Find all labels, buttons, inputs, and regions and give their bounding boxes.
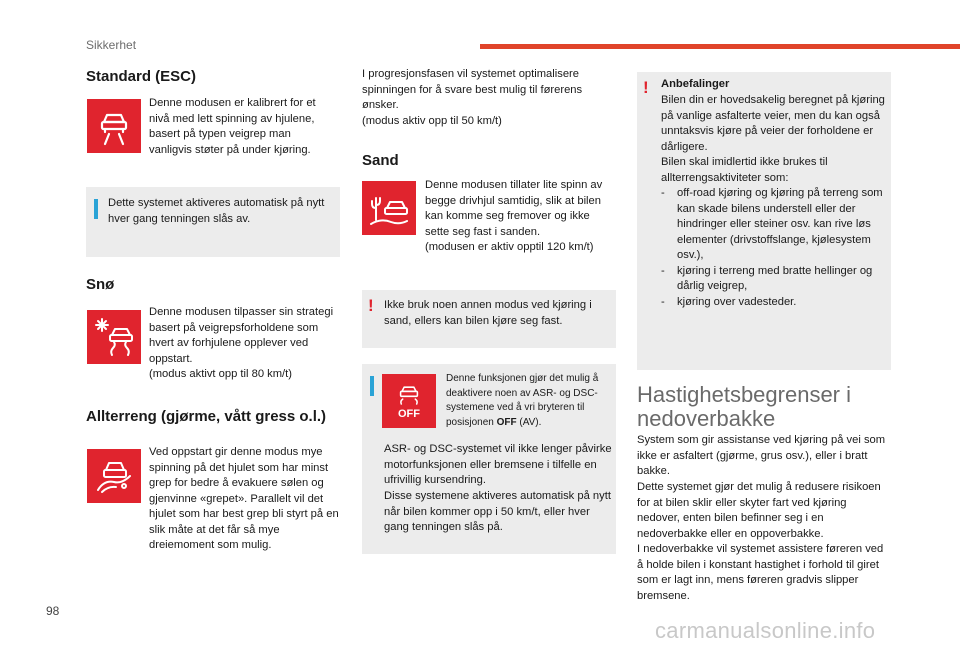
allterrain-title: Allterreng (gjørme, vått gress o.l.)	[86, 408, 327, 425]
info-icon	[370, 376, 374, 396]
hdc-title-line1: Hastighetsbegrenser i	[637, 382, 852, 407]
standard-text: Denne modusen er kalibrert for et nivå med lett spinning av hjulene, basert på typen veigrep man vanligvis støter på under kjøring.	[149, 97, 316, 156]
snow-text: Denne modusen tilpasser sin strategi basert på veigrepsforholdene som hvert av forhjulene opplever ved oppstart.	[149, 306, 334, 365]
warning-icon: !	[368, 296, 374, 315]
hdc-para2: Dette systemet gjør det mulig å redusere risikoen for at bilen sklir eller skyter fart ved kjøring nedover, enten bilen befinner seg i en nedoverbakke eller en oppoverbakke.	[637, 481, 881, 540]
recommendations-para2: Bilen skal imidlertid ikke brukes til allterrengsaktiviteter som:	[661, 156, 828, 184]
sand-title: Sand	[362, 152, 399, 169]
snow-note: (modus aktivt opp til 80 km/t)	[149, 368, 293, 380]
off-box-text-start: Denne funksjonen gjør det mulig å deaktivere noen av ASR- og DSC-systemene ved å vri bryteren til posisjonen	[446, 373, 599, 428]
info-box-auto	[86, 187, 340, 257]
allterrain-text: Ved oppstart gir denne modus mye spinning på det hjulet som har minst grep for bedre å evakuere sølen og gjenvinne «grepet». Parallelt vil det hjulet som har best grep bli styrt på en slik måte at det får så mye dreiemoment som mulig.	[149, 446, 339, 551]
sand-text: Denne modusen tillater lite spinn av begge drivhjul samtidig, slik at bilen kan komme seg fremover og ikke sette seg fast i sanden.	[425, 179, 603, 238]
esc-standard-icon	[87, 99, 141, 153]
off-keyword: OFF	[496, 416, 517, 428]
snow-mode-icon	[87, 310, 141, 364]
off-icon-label: OFF	[398, 407, 420, 420]
off-box-text-end: (AV).	[516, 416, 542, 428]
progress-text: I progresjonsfasen vil systemet optimalisere spinningen for å svare best mulig til førerens ønsker.	[362, 68, 583, 111]
warning-box-text: Ikke bruk noen annen modus ved kjøring i sand, ellers kan bilen kjøre seg fast.	[384, 299, 592, 327]
hdc-para3: I nedoverbakke vil systemet assistere føreren ved å holde bilen i konstant hastighet i forhold til giret som er lagt inn, mens føreren gradvis slipper bremsene.	[637, 543, 884, 602]
list-item: - off-road kjøring og kjøring på terreng som kan skade bilens understell eller der hindringer eller steiner osv. kan rive løs elementer (drivstoffslange, kjølesystem osv.),	[661, 186, 889, 264]
standard-title: Standard (ESC)	[86, 68, 197, 85]
info-box-text: Dette systemet aktiveres automatisk på nytt hver gang tenningen slås av.	[108, 197, 325, 225]
page-number: 98	[46, 604, 60, 618]
recommendations-para1: Bilen din er hovedsakelig beregnet på kjøring på vanlige asfalterte veier, men du kan også unntaksvis kjøre på veier der forholdene er dårligere.	[661, 94, 885, 153]
off-box-text	[446, 372, 611, 430]
hdc-para1: System som gir assistanse ved kjøring på vei som ikke er asfaltert (gjørme, grus osv.), eller i bratt bakke.	[637, 434, 886, 477]
sand-mode-icon	[362, 181, 416, 235]
sand-note: (modusen er aktiv opptil 120 km/t)	[425, 241, 594, 253]
warning-box-sand	[362, 290, 616, 348]
recommendations-title: Anbefalinger	[661, 78, 730, 90]
recommendations-box	[637, 72, 891, 370]
recommendations-list	[661, 186, 889, 310]
section-title: Sikkerhet	[86, 38, 137, 52]
warning-icon: !	[643, 78, 649, 97]
list-item: - kjøring over vadesteder.	[661, 295, 889, 311]
list-item: - kjøring i terreng med bratte hellinger og dårlig veigrep,	[661, 264, 889, 295]
hdc-title	[637, 383, 937, 431]
snow-title: Snø	[86, 276, 115, 293]
off-info-box	[362, 364, 616, 554]
off-box-para1: ASR- og DSC-systemet vil ikke lenger påvirke motorfunksjonen eller bremsene i tilfelle en ufrivillig kursendring.	[384, 443, 612, 486]
hdc-title-line2: nedoverbakke	[637, 406, 776, 431]
watermark: carmanualsonline.info	[655, 618, 876, 643]
info-icon	[94, 199, 98, 219]
esc-off-icon	[382, 374, 436, 428]
off-box-para2: Disse systemene aktiveres automatisk på nytt når bilen kommer opp i 50 km/t, eller hver gang tenningen slås på.	[384, 490, 611, 533]
mud-mode-icon	[87, 449, 141, 503]
progress-note: (modus aktiv opp til 50 km/t)	[362, 115, 502, 127]
header-bar	[480, 44, 960, 49]
